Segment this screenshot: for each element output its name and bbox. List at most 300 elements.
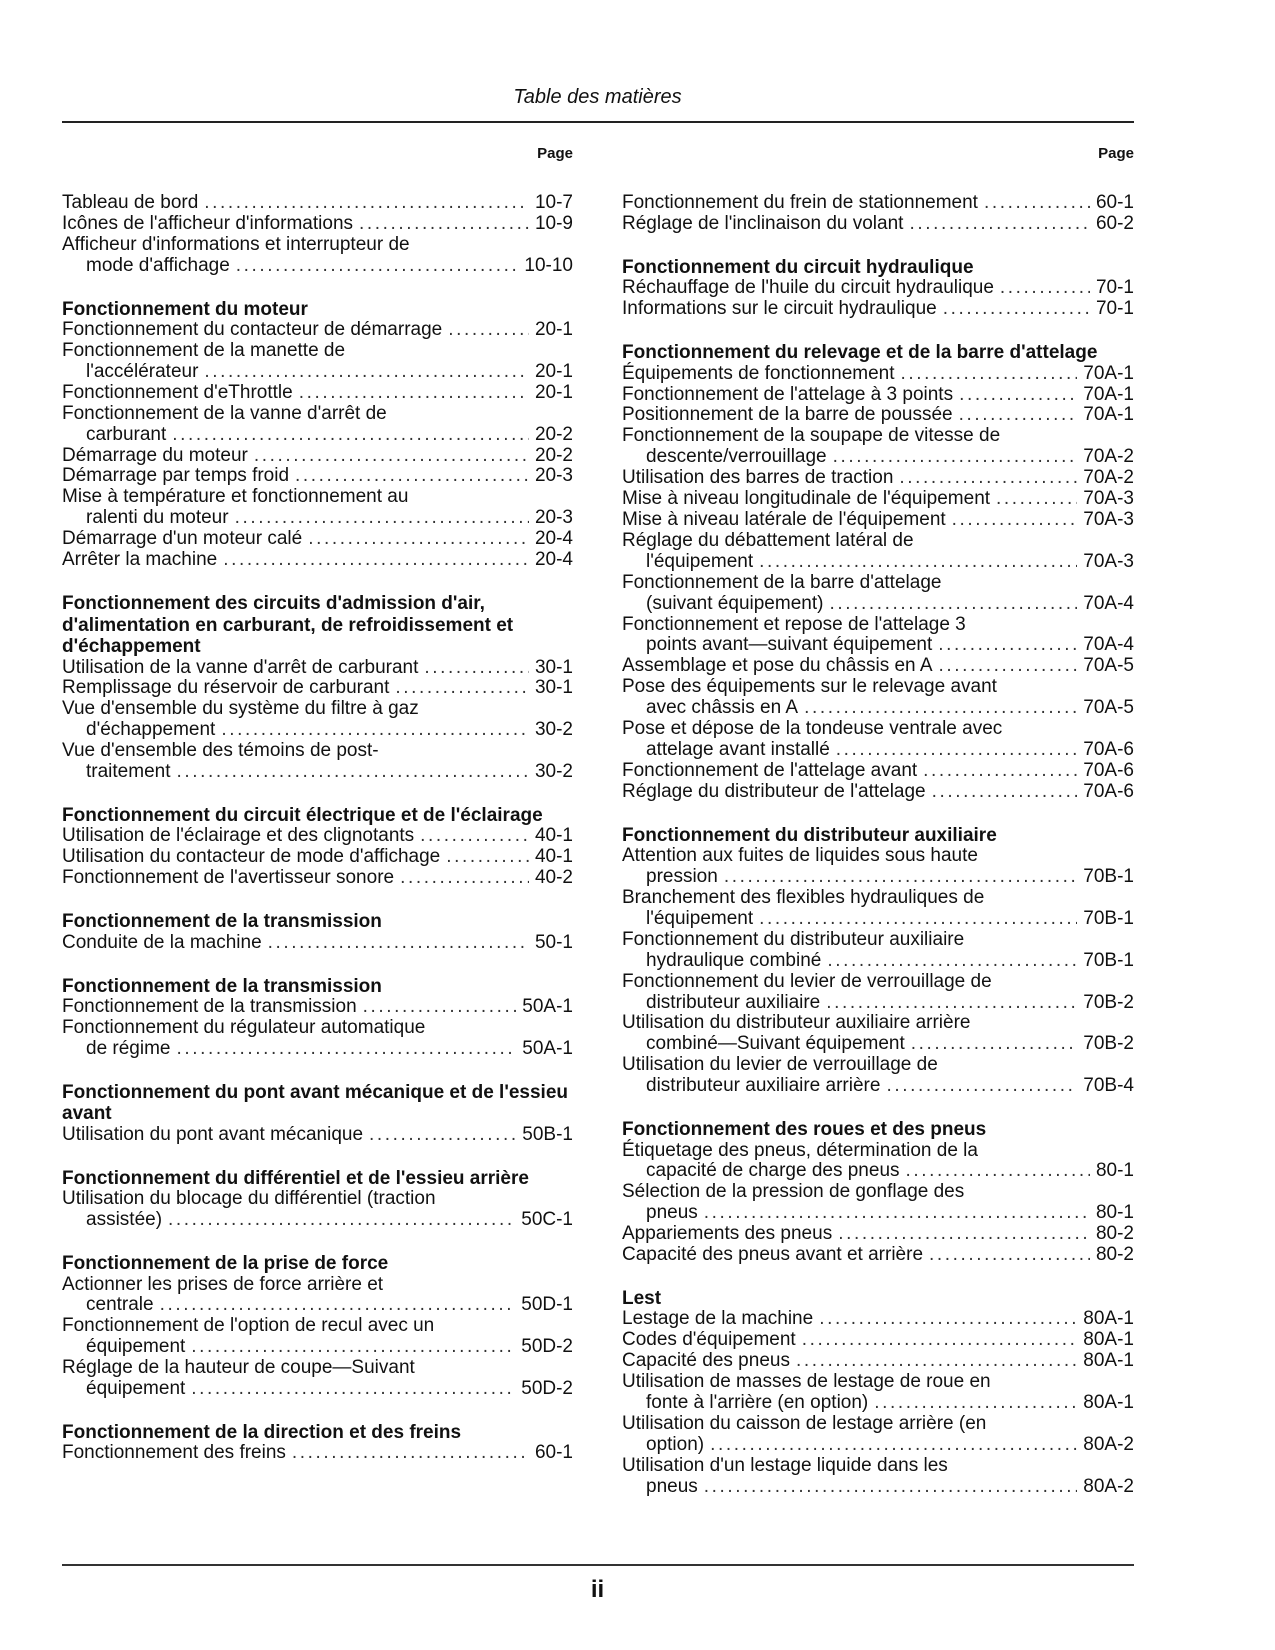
toc-entry-page: 50-1 <box>534 931 573 953</box>
toc-entry[interactable] <box>622 531 1134 573</box>
toc-entry-page: 20-1 <box>534 381 573 403</box>
dot-leader <box>704 1203 1090 1224</box>
toc-entry[interactable] <box>622 214 1134 235</box>
toc-section <box>622 1288 1134 1498</box>
toc-entry-text: Fonctionnement du levier de verrouillage de <box>622 970 992 992</box>
toc-entry-text: Réglage de l'inclinaison du volant <box>622 212 904 234</box>
toc-entry[interactable] <box>62 529 573 550</box>
toc-entry-text: pneus <box>646 1475 698 1497</box>
toc-entry[interactable] <box>622 299 1134 320</box>
toc-entry-text: points avant—suivant équipement <box>646 634 933 656</box>
toc-entry-page: 70B-2 <box>1083 1033 1134 1055</box>
toc-entry-text: carburant <box>86 423 167 445</box>
footer-rule <box>62 1564 1134 1566</box>
toc-entry[interactable] <box>622 846 1134 888</box>
toc-entry[interactable] <box>622 278 1134 299</box>
dot-leader <box>177 1039 517 1060</box>
toc-entry[interactable] <box>62 997 573 1018</box>
toc-entry[interactable] <box>62 214 573 235</box>
toc-entry-page: 20-4 <box>534 528 573 550</box>
toc-section-title: Fonctionnement de la prise de force <box>62 1253 389 1274</box>
toc-entry-page: 70A-1 <box>1083 362 1134 384</box>
toc-entry-page: 70A-6 <box>1083 738 1134 760</box>
toc-entry-text: Codes d'équipement <box>622 1329 796 1351</box>
toc-entry[interactable] <box>622 888 1134 930</box>
toc-entry[interactable] <box>62 550 573 571</box>
toc-entry-text: Appariements des pneus <box>622 1223 833 1245</box>
toc-entry-text: Réglage de la hauteur de coupe—Suivant <box>62 1357 415 1379</box>
toc-entry-text: Mise à température et fonctionnement au <box>62 486 409 508</box>
toc-entry-text: Vue d'ensemble des témoins de post- <box>62 740 379 762</box>
dot-leader <box>292 1443 529 1464</box>
dot-leader <box>1000 278 1090 299</box>
toc-section <box>622 342 1134 803</box>
toc-entry[interactable] <box>62 658 573 679</box>
toc-entry-text: Fonctionnement et repose de l'attelage 3 <box>622 613 966 635</box>
toc-entry[interactable] <box>62 383 573 404</box>
dot-leader <box>802 1330 1078 1351</box>
toc-left-column <box>62 145 573 1486</box>
toc-entry-text: Fonctionnement du contacteur de démarrage <box>62 319 443 341</box>
toc-entry-page: 70A-3 <box>1083 550 1134 572</box>
toc-entry-text: Mise à niveau longitudinale de l'équipement <box>622 488 991 510</box>
dot-leader <box>308 529 529 550</box>
toc-section <box>62 1253 573 1400</box>
toc-entry-text: traitement <box>86 761 171 783</box>
toc-entry-page: 60-2 <box>1095 212 1134 234</box>
toc-section-title: Fonctionnement du circuit hydraulique <box>622 256 974 278</box>
toc-entry-text: Capacité des pneus avant et arrière <box>622 1244 924 1266</box>
toc-entry[interactable] <box>62 487 573 529</box>
toc-entry[interactable] <box>622 405 1134 426</box>
toc-entry[interactable] <box>622 1141 1134 1183</box>
toc-section <box>62 593 573 783</box>
toc-entry-page: 70B-4 <box>1083 1075 1134 1097</box>
toc-entry[interactable] <box>622 489 1134 510</box>
toc-section <box>62 193 573 277</box>
toc-entry-page: 30-1 <box>534 656 573 678</box>
dot-leader <box>448 320 529 341</box>
toc-entry-page: 50D-2 <box>521 1336 573 1358</box>
toc-entry-page: 50A-1 <box>522 996 573 1018</box>
toc-entry[interactable] <box>62 741 573 783</box>
toc-section <box>622 1119 1134 1266</box>
toc-entry-text: Utilisation du contacteur de mode d'affichage <box>62 846 441 868</box>
toc-entry-text: Fonctionnement de l'attelage avant <box>622 759 918 781</box>
toc-entry-text: Arrêter la machine <box>62 549 218 571</box>
toc-entry-page: 70A-1 <box>1083 404 1134 426</box>
toc-entry-text: Démarrage par temps froid <box>62 465 290 487</box>
toc-entry[interactable] <box>622 573 1134 615</box>
toc-entry-text: Utilisation du blocage du différentiel (traction <box>62 1188 436 1210</box>
dot-leader <box>819 1309 1077 1330</box>
toc-section-title: Fonctionnement du pont avant mécanique et de l'essieu avant <box>62 1081 568 1125</box>
toc-entry-text: Pose et dépose de la tondeuse ventrale avec <box>622 718 1003 740</box>
toc-section-title: Lest <box>622 1287 662 1309</box>
toc-entry-text: Fonctionnement de l'avertisseur sonore <box>62 867 395 889</box>
toc-entry-page: 70A-5 <box>1083 697 1134 719</box>
toc-entry-text: Icônes de l'afficheur d'informations <box>62 212 354 234</box>
dot-leader <box>838 1224 1090 1245</box>
toc-entry-text: Mise à niveau latérale de l'équipement <box>622 508 946 530</box>
dot-leader <box>804 698 1077 719</box>
toc-section-title: Fonctionnement des roues et des pneus <box>622 1119 987 1141</box>
toc-entry-text: attelage avant installé <box>646 738 830 760</box>
dot-leader <box>710 1435 1077 1456</box>
toc-entry-page: 20-3 <box>534 507 573 529</box>
toc-entry-text: l'accélérateur <box>86 360 199 382</box>
toc-entry[interactable] <box>62 678 573 699</box>
toc-entry[interactable] <box>62 466 573 487</box>
toc-entry[interactable] <box>622 1224 1134 1245</box>
toc-entry[interactable] <box>62 1316 573 1358</box>
toc-entry[interactable] <box>622 1013 1134 1055</box>
toc-entry[interactable] <box>62 847 573 868</box>
dot-leader <box>836 740 1078 761</box>
dot-leader <box>359 214 529 235</box>
toc-entry[interactable] <box>62 1125 573 1146</box>
toc-entry-text: Actionner les prises de force arrière et <box>62 1273 384 1295</box>
toc-section <box>62 1168 573 1231</box>
toc-section <box>62 805 573 889</box>
toc-entry-page: 50C-1 <box>521 1209 573 1231</box>
toc-entry-text: de régime <box>86 1037 171 1059</box>
dot-leader <box>254 446 529 467</box>
toc-entry-text: Réglage du débattement latéral de <box>622 529 914 551</box>
toc-entry[interactable] <box>62 341 573 383</box>
toc-entry-text: l'équipement <box>646 907 754 929</box>
toc-entry-page: 30-1 <box>534 677 573 699</box>
toc-entry-text: centrale <box>86 1294 154 1316</box>
toc-entry[interactable] <box>622 677 1134 719</box>
dot-leader <box>996 489 1077 510</box>
toc-section-title: Fonctionnement du distributeur auxiliaire <box>622 824 997 846</box>
toc-section <box>62 299 573 571</box>
toc-entry-page: 80A-1 <box>1083 1392 1134 1414</box>
toc-entry[interactable] <box>62 699 573 741</box>
dot-leader <box>369 1125 516 1146</box>
toc-entry[interactable] <box>62 320 573 341</box>
dot-leader <box>268 933 529 954</box>
toc-entry-text: (suivant équipement) <box>646 592 824 614</box>
toc-entry-page: 60-1 <box>1095 192 1134 213</box>
toc-section-title: Fonctionnement de la direction et des freins <box>62 1421 462 1443</box>
toc-entry-text: d'échappement <box>86 719 216 741</box>
dot-leader <box>223 550 529 571</box>
toc-entry-page: 70-1 <box>1095 298 1134 320</box>
toc-entry-page: 80A-1 <box>1083 1350 1134 1372</box>
dot-leader <box>827 951 1077 972</box>
toc-section-title: Fonctionnement du moteur <box>62 298 308 320</box>
toc-section <box>62 911 573 953</box>
toc-entry[interactable] <box>62 446 573 467</box>
dot-leader <box>899 468 1077 489</box>
toc-entry[interactable] <box>62 933 573 954</box>
toc-section <box>622 825 1134 1097</box>
toc-entry-text: Fonctionnement du distributeur auxiliaire <box>622 928 965 950</box>
dot-leader <box>176 762 528 783</box>
dot-leader <box>235 508 529 529</box>
toc-entry-page: 50A-1 <box>522 1037 573 1059</box>
toc-entry[interactable] <box>622 761 1134 782</box>
toc-entry-text: Fonctionnement d'eThrottle <box>62 381 293 403</box>
toc-entry-page: 70A-6 <box>1083 780 1134 802</box>
toc-entry-page: 70A-6 <box>1083 759 1134 781</box>
toc-entry[interactable] <box>622 1372 1134 1414</box>
toc-entry-text: fonte à l'arrière (en option) <box>646 1392 869 1414</box>
dot-leader <box>204 193 529 214</box>
toc-section-title: Fonctionnement de la transmission <box>62 975 382 997</box>
toc-entry-page: 50D-1 <box>521 1294 573 1316</box>
toc-entry-page: 20-2 <box>534 444 573 466</box>
toc-entry[interactable] <box>62 1443 573 1464</box>
toc-entry[interactable] <box>622 615 1134 657</box>
toc-entry-text: Fonctionnement du frein de stationnement <box>622 192 978 213</box>
toc-entry[interactable] <box>622 1245 1134 1266</box>
toc-entry-page: 20-1 <box>534 360 573 382</box>
dot-leader <box>295 466 529 487</box>
toc-entry-page: 70B-2 <box>1083 991 1134 1013</box>
toc-entry-text: équipement <box>86 1336 186 1358</box>
toc-entry[interactable] <box>62 826 573 847</box>
toc-entry-text: Démarrage du moteur <box>62 444 248 466</box>
toc-entry-page: 70A-2 <box>1083 467 1134 489</box>
toc-entry-text: Positionnement de la barre de poussée <box>622 404 953 426</box>
document-header-title: Table des matières <box>513 86 682 108</box>
toc-entry-page: 70B-1 <box>1083 866 1134 888</box>
toc-entry-page: 70B-1 <box>1083 949 1134 971</box>
toc-entry-text: pneus <box>646 1202 698 1224</box>
toc-entry-page: 70A-4 <box>1083 592 1134 614</box>
toc-entry[interactable] <box>622 656 1134 677</box>
toc-entry-text: Fonctionnement de la soupape de vitesse de <box>622 425 1001 447</box>
toc-section-title: Fonctionnement des circuits d'admission d'air, d'alimentation en carburant, de refroidissement et d'échappement <box>62 593 514 657</box>
dot-leader <box>984 193 1090 214</box>
dot-leader <box>191 1337 515 1358</box>
dot-leader <box>363 997 517 1018</box>
toc-entry-page: 80A-1 <box>1083 1308 1134 1330</box>
toc-entry[interactable] <box>622 385 1134 406</box>
toc-entry-text: Lestage de la machine <box>622 1308 814 1330</box>
toc-entry-text: Capacité des pneus <box>622 1350 790 1372</box>
toc-entry-text: hydraulique combiné <box>646 949 822 971</box>
toc-entry[interactable] <box>622 1456 1134 1498</box>
toc-entry-text: Conduite de la machine <box>62 931 262 953</box>
toc-entry[interactable] <box>622 719 1134 761</box>
dot-leader <box>446 847 529 868</box>
page-column-label: Page <box>1098 145 1134 162</box>
dot-leader <box>952 510 1078 531</box>
toc-entry[interactable] <box>622 468 1134 489</box>
dot-leader <box>906 1161 1090 1182</box>
toc-entry-page: 80-1 <box>1095 1160 1134 1182</box>
toc-entry-text: assistée) <box>86 1209 163 1231</box>
toc-entry-page: 70A-4 <box>1083 634 1134 656</box>
toc-entry-text: Réchauffage de l'huile du circuit hydraulique <box>622 277 994 299</box>
dot-leader <box>221 720 529 741</box>
toc-entry-page: 80A-2 <box>1083 1433 1134 1455</box>
toc-entry[interactable] <box>622 1330 1134 1351</box>
toc-entry[interactable] <box>622 782 1134 803</box>
toc-entry-text: Utilisation de la vanne d'arrêt de carburant <box>62 656 419 678</box>
header-rule <box>62 121 1134 123</box>
toc-entry[interactable] <box>62 1275 573 1317</box>
toc-entry[interactable] <box>622 364 1134 385</box>
toc-right-column <box>622 145 1134 1520</box>
toc-entry[interactable] <box>622 972 1134 1014</box>
toc-entry-page: 10-10 <box>524 254 573 276</box>
toc-entry-text: descente/verrouillage <box>646 446 827 468</box>
toc-entry-page: 80-2 <box>1095 1223 1134 1245</box>
toc-entry-text: Afficheur d'informations et interrupteur de <box>62 233 410 255</box>
dot-leader <box>943 299 1090 320</box>
toc-entry-text: Équipements de fonctionnement <box>622 362 895 384</box>
toc-entry-text: Fonctionnement de la transmission <box>62 996 357 1018</box>
toc-entry-text: Fonctionnement du régulateur automatique <box>62 1016 426 1038</box>
toc-entry-page: 70A-3 <box>1083 488 1134 510</box>
dot-leader <box>929 1245 1090 1266</box>
toc-entry-text: Fonctionnement de la vanne d'arrêt de <box>62 402 387 424</box>
toc-entry-page: 70A-2 <box>1083 446 1134 468</box>
toc-entry-page: 70A-5 <box>1083 655 1134 677</box>
toc-entry-page: 40-1 <box>534 846 573 868</box>
toc-entry-text: Démarrage d'un moteur calé <box>62 528 303 550</box>
toc-entry[interactable] <box>622 193 1134 214</box>
dot-leader <box>939 656 1078 677</box>
toc-entry-text: Utilisation du levier de verrouillage de <box>622 1054 938 1076</box>
toc-entry[interactable] <box>622 426 1134 468</box>
toc-entry-text: Vue d'ensemble du système du filtre à gaz <box>62 698 419 720</box>
dot-leader <box>172 425 529 446</box>
dot-leader <box>424 658 529 679</box>
toc-entry-text: Fonctionnement de la manette de <box>62 340 346 362</box>
dot-leader <box>911 1034 1078 1055</box>
toc-entry-page: 50B-1 <box>522 1123 573 1145</box>
toc-entry-page: 20-2 <box>534 423 573 445</box>
toc-entry-page: 70A-1 <box>1083 383 1134 405</box>
toc-entry-text: Utilisation de masses de lestage de roue en <box>622 1371 991 1393</box>
dot-leader <box>909 214 1090 235</box>
toc-entry-text: Branchement des flexibles hydrauliques de <box>622 886 985 908</box>
toc-entry-text: Fonctionnement de l'attelage à 3 points <box>622 383 954 405</box>
toc-entry-text: Étiquetage des pneus, détermination de la <box>622 1139 978 1161</box>
toc-entry-text: Remplissage du réservoir de carburant <box>62 677 390 699</box>
toc-entry-text: Attention aux fuites de liquides sous haute <box>622 845 978 867</box>
toc-entry-text: Fonctionnement des freins <box>62 1442 286 1464</box>
toc-entry-page: 10-9 <box>534 212 573 234</box>
toc-entry-text: Utilisation du distributeur auxiliaire arrière <box>622 1012 971 1034</box>
toc-entry-text: pression <box>646 866 718 888</box>
toc-section <box>62 976 573 1060</box>
dot-leader <box>829 594 1077 615</box>
toc-section <box>622 257 1134 320</box>
toc-entry[interactable] <box>62 404 573 446</box>
footer-page-number: ii <box>590 1576 605 1603</box>
toc-entry-page: 70B-1 <box>1083 907 1134 929</box>
toc-entry-page: 30-2 <box>534 719 573 741</box>
toc-entry[interactable] <box>62 1189 573 1231</box>
toc-entry[interactable] <box>622 1351 1134 1372</box>
dot-leader <box>191 1379 515 1400</box>
toc-entry-page: 20-1 <box>534 319 573 341</box>
toc-entry[interactable] <box>622 930 1134 972</box>
toc-entry-text: capacité de charge des pneus <box>646 1160 900 1182</box>
dot-leader <box>874 1393 1077 1414</box>
toc-entry-page: 10-7 <box>534 192 573 213</box>
dot-leader <box>236 256 519 277</box>
toc-section-title: Fonctionnement du circuit électrique et de l'éclairage <box>62 804 543 826</box>
toc-entry[interactable] <box>622 510 1134 531</box>
toc-entry-text: avec châssis en A <box>646 697 799 719</box>
toc-entry-page: 70-1 <box>1095 277 1134 299</box>
dot-leader <box>400 868 529 889</box>
toc-entry[interactable] <box>62 1018 573 1060</box>
toc-entry-text: Réglage du distributeur de l'attelage <box>622 780 926 802</box>
toc-section <box>622 193 1134 235</box>
toc-entry-text: Tableau de bord <box>62 192 199 213</box>
toc-entry-text: équipement <box>86 1378 186 1400</box>
dot-leader <box>299 383 529 404</box>
toc-entry-page: 50D-2 <box>521 1378 573 1400</box>
dot-leader <box>923 761 1077 782</box>
toc-section-title: Fonctionnement de la transmission <box>62 911 382 933</box>
toc-entry-text: Pose des équipements sur le relevage avant <box>622 676 997 698</box>
toc-entry-page: 70A-3 <box>1083 508 1134 530</box>
toc-entry-page: 20-3 <box>534 465 573 487</box>
dot-leader <box>833 447 1078 468</box>
toc-entry-text: ralenti du moteur <box>86 507 229 529</box>
toc-entry-page: 60-1 <box>534 1442 573 1464</box>
toc-entry[interactable] <box>62 1358 573 1400</box>
dot-leader <box>959 405 1078 426</box>
toc-entry-text: option) <box>646 1433 705 1455</box>
toc-entry[interactable] <box>622 1309 1134 1330</box>
page-column-label: Page <box>537 145 573 162</box>
dot-leader <box>886 1076 1077 1097</box>
dot-leader <box>420 826 529 847</box>
dot-leader <box>704 1477 1078 1498</box>
toc-entry-page: 40-1 <box>534 825 573 847</box>
toc-entry-text: Utilisation de l'éclairage et des clignotants <box>62 825 415 847</box>
toc-entry-text: Fonctionnement de la barre d'attelage <box>622 571 942 593</box>
toc-entry[interactable] <box>622 1414 1134 1456</box>
toc-entry-text: combiné—Suivant équipement <box>646 1033 905 1055</box>
toc-section-title: Fonctionnement du relevage et de la barre d'attelage <box>622 342 1098 364</box>
toc-entry[interactable] <box>622 1055 1134 1097</box>
toc-entry-text: Utilisation du pont avant mécanique <box>62 1123 364 1145</box>
toc-section-title: Fonctionnement du différentiel et de l'essieu arrière <box>62 1167 529 1189</box>
toc-entry-page: 80A-1 <box>1083 1329 1134 1351</box>
dot-leader <box>938 635 1077 656</box>
dot-leader <box>759 909 1077 930</box>
toc-entry-page: 80A-2 <box>1083 1475 1134 1497</box>
toc-entry[interactable] <box>62 193 573 214</box>
toc-entry[interactable] <box>62 235 573 277</box>
toc-entry-text: l'équipement <box>646 550 754 572</box>
toc-entry-text: Informations sur le circuit hydraulique <box>622 298 937 320</box>
toc-entry-text: Fonctionnement de l'option de recul avec un <box>62 1315 435 1337</box>
dot-leader <box>395 678 529 699</box>
dot-leader <box>959 385 1077 406</box>
toc-entry[interactable] <box>622 1182 1134 1224</box>
toc-entry-text: Sélection de la pression de gonflage des <box>622 1181 965 1203</box>
dot-leader <box>160 1295 516 1316</box>
dot-leader <box>759 552 1077 573</box>
dot-leader <box>826 993 1077 1014</box>
toc-entry-text: Utilisation d'un lestage liquide dans les <box>622 1454 948 1476</box>
toc-entry-page: 80-1 <box>1095 1202 1134 1224</box>
toc-entry[interactable] <box>62 868 573 889</box>
